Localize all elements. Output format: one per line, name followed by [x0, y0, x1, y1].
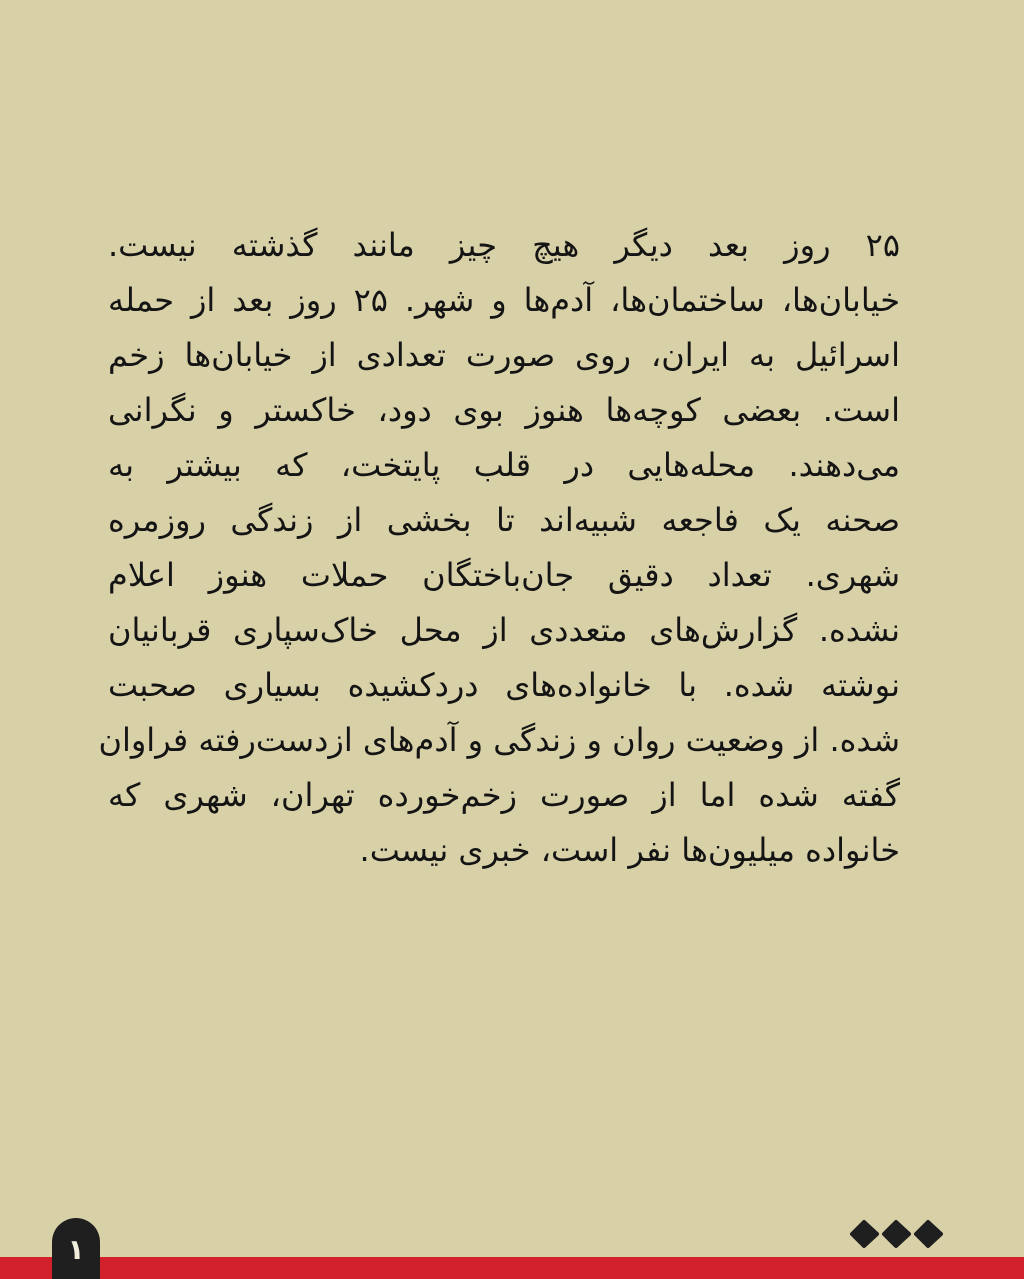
article-line-7: شهری. تعداد دقیق جان‌باختگان حملات هنوز اعلام	[108, 556, 900, 594]
article-line-2: خیابان‌ها، ساختمان‌ها، آدم‌ها و شهر. ۲۵ روز بعد از حمله	[108, 281, 901, 319]
article-line-9: نوشته شده. با خانواده‌های دردکشیده بسیاری صحبت	[108, 666, 900, 704]
article-line-1: ۲۵ روز بعد دیگر هیچ چیز مانند گذشته نیست.	[108, 226, 900, 264]
page-number-badge: ۱	[52, 1218, 100, 1279]
three-diamonds-icon	[848, 1216, 946, 1252]
article-line-3: اسرائیل به ایران، روی صورت تعدادی از خیابان‌ها زخم	[108, 336, 900, 374]
footer-accent-bar	[0, 1257, 1024, 1279]
article-text	[98, 218, 901, 878]
article-line-6: صحنه یک فاجعه شبیه‌اند تا بخشی از زندگی روزمره	[108, 501, 900, 539]
article-line-11: گفته شده اما از صورت زخم‌خورده تهران، شهری که	[108, 776, 900, 814]
article-line-8: نشده. گزارش‌های متعددی از محل خاک‌سپاری قربانیان	[108, 611, 900, 649]
article-line-5: می‌دهند. محله‌هایی در قلب پایتخت، که بیشتر به	[108, 446, 900, 484]
article-line-12: خانواده میلیون‌ها نفر است، خبری نیست.	[359, 831, 900, 869]
article-line-10: شده. از وضعیت روان و زندگی و آدم‌های ازدست‌رفته فراوان	[98, 721, 900, 759]
article-line-4: است. بعضی کوچه‌ها هنوز بوی دود، خاکستر و نگرانی	[108, 391, 900, 429]
